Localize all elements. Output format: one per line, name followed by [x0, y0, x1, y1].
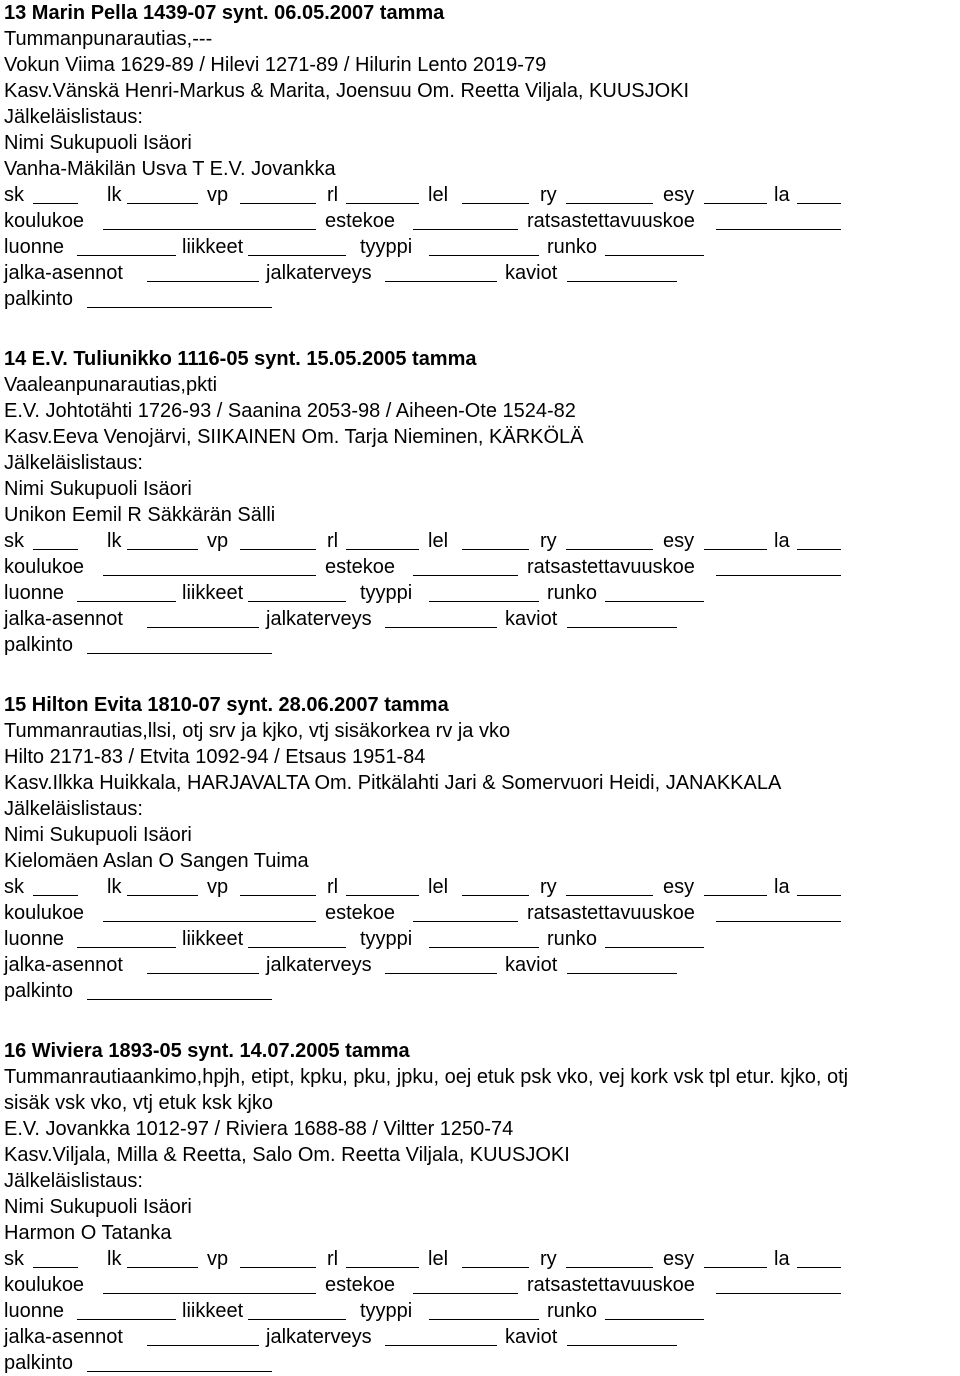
character-row — [4, 1298, 960, 1324]
offspring-item: Harmon O Tatanka — [4, 1222, 172, 1244]
label-ratsastettavuuskoe: ratsastettavuuskoe — [527, 210, 695, 232]
rl-field[interactable] — [346, 895, 419, 896]
label-luonne: luonne — [4, 236, 65, 258]
award-row — [4, 286, 960, 312]
entry-spacer — [4, 658, 960, 692]
label-lk: lk — [107, 876, 122, 898]
jalkaterveys-field[interactable] — [385, 1345, 497, 1346]
lel-field[interactable] — [462, 895, 529, 896]
award-row — [4, 632, 960, 658]
vp-field[interactable] — [240, 203, 316, 204]
label-ry: ry — [540, 184, 557, 206]
la-field[interactable] — [797, 895, 841, 896]
runko-field[interactable] — [605, 947, 704, 948]
lk-field[interactable] — [127, 203, 198, 204]
tests-row — [4, 900, 960, 926]
kaviot-field[interactable] — [567, 1345, 677, 1346]
label-esy: esy — [663, 530, 695, 552]
jalka-asennot-field[interactable] — [147, 627, 259, 628]
label-la: la — [774, 530, 790, 552]
estekoe-field[interactable] — [413, 229, 518, 230]
legs-row — [4, 1324, 960, 1350]
entry-title: 13 Marin Pella 1439-07 synt. 06.05.2007 tamma — [4, 2, 445, 24]
label-tyyppi: tyyppi — [360, 582, 413, 604]
label-ratsastettavuuskoe: ratsastettavuuskoe — [527, 556, 695, 578]
runko-field[interactable] — [605, 601, 704, 602]
label-koulukoe: koulukoe — [4, 556, 85, 578]
label-jalka-asennot: jalka-asennot — [4, 608, 123, 630]
ratsastettavuuskoe-field[interactable] — [716, 229, 841, 230]
award-row — [4, 978, 960, 1004]
jalkaterveys-field[interactable] — [385, 627, 497, 628]
label-kaviot: kaviot — [505, 954, 558, 976]
label-vp: vp — [207, 184, 229, 206]
estekoe-field[interactable] — [413, 921, 518, 922]
label-la: la — [774, 184, 790, 206]
liikkeet-field[interactable] — [248, 947, 346, 948]
label-palkinto: palkinto — [4, 288, 73, 310]
breeder-owner: Kasv.Eeva Venojärvi, SIIKAINEN Om. Tarja Nieminen, KÄRKÖLÄ — [4, 426, 584, 448]
label-kaviot: kaviot — [505, 1326, 558, 1348]
tests-row — [4, 1272, 960, 1298]
label-estekoe: estekoe — [325, 1274, 396, 1296]
esy-field[interactable] — [704, 549, 767, 550]
label-kaviot: kaviot — [505, 608, 558, 630]
tyyppi-field[interactable] — [429, 255, 539, 256]
palkinto-field[interactable] — [87, 307, 272, 308]
evaluation-form — [4, 528, 960, 658]
esy-field[interactable] — [704, 895, 767, 896]
evaluation-form — [4, 874, 960, 1004]
horse-color: Tummanpunarautias,--- — [4, 28, 213, 50]
horse-entry — [4, 692, 960, 1004]
breeder-owner: Kasv.Ilkka Huikkala, HARJAVALTA Om. Pitkälahti Jari & Somervuori Heidi, JANAKKALA — [4, 772, 782, 794]
ry-field[interactable] — [566, 895, 653, 896]
label-koulukoe: koulukoe — [4, 1274, 85, 1296]
label-sk: sk — [4, 1248, 24, 1270]
label-jalkaterveys: jalkaterveys — [266, 608, 372, 630]
label-lk: lk — [107, 530, 122, 552]
rl-field[interactable] — [346, 203, 419, 204]
ratsastettavuuskoe-field[interactable] — [716, 1293, 841, 1294]
ratsastettavuuskoe-field[interactable] — [716, 575, 841, 576]
entry-title: 14 E.V. Tuliunikko 1116-05 synt. 15.05.2005 tamma — [4, 348, 477, 370]
label-la: la — [774, 1248, 790, 1270]
rl-field[interactable] — [346, 549, 419, 550]
evaluation-form — [4, 182, 960, 312]
label-lk: lk — [107, 184, 122, 206]
label-estekoe: estekoe — [325, 902, 396, 924]
offspring-item: Vanha-Mäkilän Usva T E.V. Jovankka — [4, 158, 336, 180]
offspring-item: Kielomäen Aslan O Sangen Tuima — [4, 850, 309, 872]
pedigree: E.V. Jovankka 1012-97 / Riviera 1688-88 / Viltter 1250-74 — [4, 1118, 514, 1140]
la-field[interactable] — [797, 203, 841, 204]
palkinto-field[interactable] — [87, 653, 272, 654]
offspring-label: Jälkeläislistaus: — [4, 798, 143, 820]
sk-field[interactable] — [33, 1267, 78, 1268]
label-luonne: luonne — [4, 1300, 65, 1322]
label-rl: rl — [327, 1248, 339, 1270]
document-page — [4, 0, 960, 1376]
offspring-label: Jälkeläislistaus: — [4, 1170, 143, 1192]
evaluation-form — [4, 1246, 960, 1376]
kaviot-field[interactable] — [567, 973, 677, 974]
ry-field[interactable] — [566, 203, 653, 204]
la-field[interactable] — [797, 549, 841, 550]
entry-title: 16 Wiviera 1893-05 synt. 14.07.2005 tamma — [4, 1040, 410, 1062]
label-palkinto: palkinto — [4, 1352, 73, 1374]
label-lel: lel — [428, 530, 449, 552]
label-lel: lel — [428, 876, 449, 898]
label-jalkaterveys: jalkaterveys — [266, 1326, 372, 1348]
ratsastettavuuskoe-field[interactable] — [716, 921, 841, 922]
label-lel: lel — [428, 1248, 449, 1270]
pedigree: E.V. Johtotähti 1726-93 / Saanina 2053-98 / Aiheen-Ote 1524-82 — [4, 400, 576, 422]
label-jalkaterveys: jalkaterveys — [266, 262, 372, 284]
luonne-field[interactable] — [77, 1319, 176, 1320]
rl-field[interactable] — [346, 1267, 419, 1268]
offspring-header: Nimi Sukupuoli Isäori — [4, 132, 192, 154]
offspring-header: Nimi Sukupuoli Isäori — [4, 824, 192, 846]
award-row — [4, 1350, 960, 1376]
label-liikkeet: liikkeet — [182, 928, 244, 950]
offspring-label: Jälkeläislistaus: — [4, 106, 143, 128]
label-palkinto: palkinto — [4, 980, 73, 1002]
offspring-header: Nimi Sukupuoli Isäori — [4, 478, 192, 500]
label-liikkeet: liikkeet — [182, 582, 244, 604]
horse-entry — [4, 346, 960, 658]
horse-color-continued: sisäk vsk vko, vtj etuk ksk kjko — [4, 1092, 273, 1114]
label-esy: esy — [663, 876, 695, 898]
horse-color: Tummanrautiaankimo,hpjh, etipt, kpku, pku, jpku, oej etuk psk vko, vej kork vsk tpl etur. kjko, otj — [4, 1066, 849, 1088]
label-la: la — [774, 876, 790, 898]
breeder-owner: Kasv.Vänskä Henri-Markus & Marita, Joensuu Om. Reetta Viljala, KUUSJOKI — [4, 80, 690, 102]
tests-row — [4, 554, 960, 580]
lel-field[interactable] — [462, 549, 529, 550]
horse-color: Tummanrautias,llsi, otj srv ja kjko, vtj sisäkorkea rv ja vko — [4, 720, 511, 742]
label-koulukoe: koulukoe — [4, 210, 85, 232]
label-runko: runko — [547, 236, 598, 258]
vp-field[interactable] — [240, 549, 316, 550]
label-estekoe: estekoe — [325, 210, 396, 232]
label-jalkaterveys: jalkaterveys — [266, 954, 372, 976]
label-vp: vp — [207, 1248, 229, 1270]
legs-row — [4, 952, 960, 978]
score-row — [4, 1246, 960, 1272]
label-jalka-asennot: jalka-asennot — [4, 954, 123, 976]
score-row — [4, 528, 960, 554]
tyyppi-field[interactable] — [429, 947, 539, 948]
score-row — [4, 874, 960, 900]
label-ry: ry — [540, 1248, 557, 1270]
label-vp: vp — [207, 530, 229, 552]
legs-row — [4, 260, 960, 286]
label-luonne: luonne — [4, 582, 65, 604]
label-ry: ry — [540, 876, 557, 898]
label-vp: vp — [207, 876, 229, 898]
lk-field[interactable] — [127, 895, 198, 896]
label-runko: runko — [547, 1300, 598, 1322]
label-ratsastettavuuskoe: ratsastettavuuskoe — [527, 902, 695, 924]
lel-field[interactable] — [462, 1267, 529, 1268]
ry-field[interactable] — [566, 1267, 653, 1268]
vp-field[interactable] — [240, 1267, 316, 1268]
kaviot-field[interactable] — [567, 281, 677, 282]
label-esy: esy — [663, 1248, 695, 1270]
lel-field[interactable] — [462, 203, 529, 204]
lk-field[interactable] — [127, 549, 198, 550]
luonne-field[interactable] — [77, 601, 176, 602]
label-jalka-asennot: jalka-asennot — [4, 1326, 123, 1348]
jalka-asennot-field[interactable] — [147, 1345, 259, 1346]
runko-field[interactable] — [605, 255, 704, 256]
score-row — [4, 182, 960, 208]
tyyppi-field[interactable] — [429, 1319, 539, 1320]
label-luonne: luonne — [4, 928, 65, 950]
character-row — [4, 234, 960, 260]
label-lel: lel — [428, 184, 449, 206]
label-rl: rl — [327, 530, 339, 552]
kaviot-field[interactable] — [567, 627, 677, 628]
label-lk: lk — [107, 1248, 122, 1270]
tests-row — [4, 208, 960, 234]
legs-row — [4, 606, 960, 632]
horse-entry — [4, 0, 960, 312]
entry-spacer — [4, 1004, 960, 1038]
lk-field[interactable] — [127, 1267, 198, 1268]
label-jalka-asennot: jalka-asennot — [4, 262, 123, 284]
estekoe-field[interactable] — [413, 1293, 518, 1294]
label-kaviot: kaviot — [505, 262, 558, 284]
luonne-field[interactable] — [77, 255, 176, 256]
label-runko: runko — [547, 582, 598, 604]
runko-field[interactable] — [605, 1319, 704, 1320]
character-row — [4, 926, 960, 952]
liikkeet-field[interactable] — [248, 255, 346, 256]
jalkaterveys-field[interactable] — [385, 281, 497, 282]
label-rl: rl — [327, 876, 339, 898]
esy-field[interactable] — [704, 1267, 767, 1268]
koulukoe-field[interactable] — [103, 229, 316, 230]
label-rl: rl — [327, 184, 339, 206]
horse-entry — [4, 1038, 960, 1376]
esy-field[interactable] — [704, 203, 767, 204]
jalkaterveys-field[interactable] — [385, 973, 497, 974]
estekoe-field[interactable] — [413, 575, 518, 576]
entry-title: 15 Hilton Evita 1810-07 synt. 28.06.2007 tamma — [4, 694, 449, 716]
la-field[interactable] — [797, 1267, 841, 1268]
vp-field[interactable] — [240, 895, 316, 896]
tyyppi-field[interactable] — [429, 601, 539, 602]
pedigree: Hilto 2171-83 / Etvita 1092-94 / Etsaus 1951-84 — [4, 746, 426, 768]
horse-color: Vaaleanpunarautias,pkti — [4, 374, 218, 396]
ry-field[interactable] — [566, 549, 653, 550]
label-estekoe: estekoe — [325, 556, 396, 578]
liikkeet-field[interactable] — [248, 601, 346, 602]
entry-spacer — [4, 312, 960, 346]
label-ratsastettavuuskoe: ratsastettavuuskoe — [527, 1274, 695, 1296]
sk-field[interactable] — [33, 895, 78, 896]
label-tyyppi: tyyppi — [360, 236, 413, 258]
label-sk: sk — [4, 530, 24, 552]
koulukoe-field[interactable] — [103, 921, 316, 922]
label-esy: esy — [663, 184, 695, 206]
label-tyyppi: tyyppi — [360, 928, 413, 950]
jalka-asennot-field[interactable] — [147, 281, 259, 282]
label-tyyppi: tyyppi — [360, 1300, 413, 1322]
label-koulukoe: koulukoe — [4, 902, 85, 924]
palkinto-field[interactable] — [87, 1371, 272, 1372]
label-runko: runko — [547, 928, 598, 950]
koulukoe-field[interactable] — [103, 575, 316, 576]
liikkeet-field[interactable] — [248, 1319, 346, 1320]
koulukoe-field[interactable] — [103, 1293, 316, 1294]
label-sk: sk — [4, 184, 24, 206]
character-row — [4, 580, 960, 606]
sk-field[interactable] — [33, 203, 78, 204]
label-ry: ry — [540, 530, 557, 552]
label-liikkeet: liikkeet — [182, 1300, 244, 1322]
offspring-item: Unikon Eemil R Säkkärän Sälli — [4, 504, 276, 526]
label-sk: sk — [4, 876, 24, 898]
offspring-label: Jälkeläislistaus: — [4, 452, 143, 474]
sk-field[interactable] — [33, 549, 78, 550]
luonne-field[interactable] — [77, 947, 176, 948]
offspring-header: Nimi Sukupuoli Isäori — [4, 1196, 192, 1218]
jalka-asennot-field[interactable] — [147, 973, 259, 974]
label-palkinto: palkinto — [4, 634, 73, 656]
pedigree: Vokun Viima 1629-89 / Hilevi 1271-89 / Hilurin Lento 2019-79 — [4, 54, 547, 76]
palkinto-field[interactable] — [87, 999, 272, 1000]
breeder-owner: Kasv.Viljala, Milla & Reetta, Salo Om. Reetta Viljala, KUUSJOKI — [4, 1144, 570, 1166]
label-liikkeet: liikkeet — [182, 236, 244, 258]
